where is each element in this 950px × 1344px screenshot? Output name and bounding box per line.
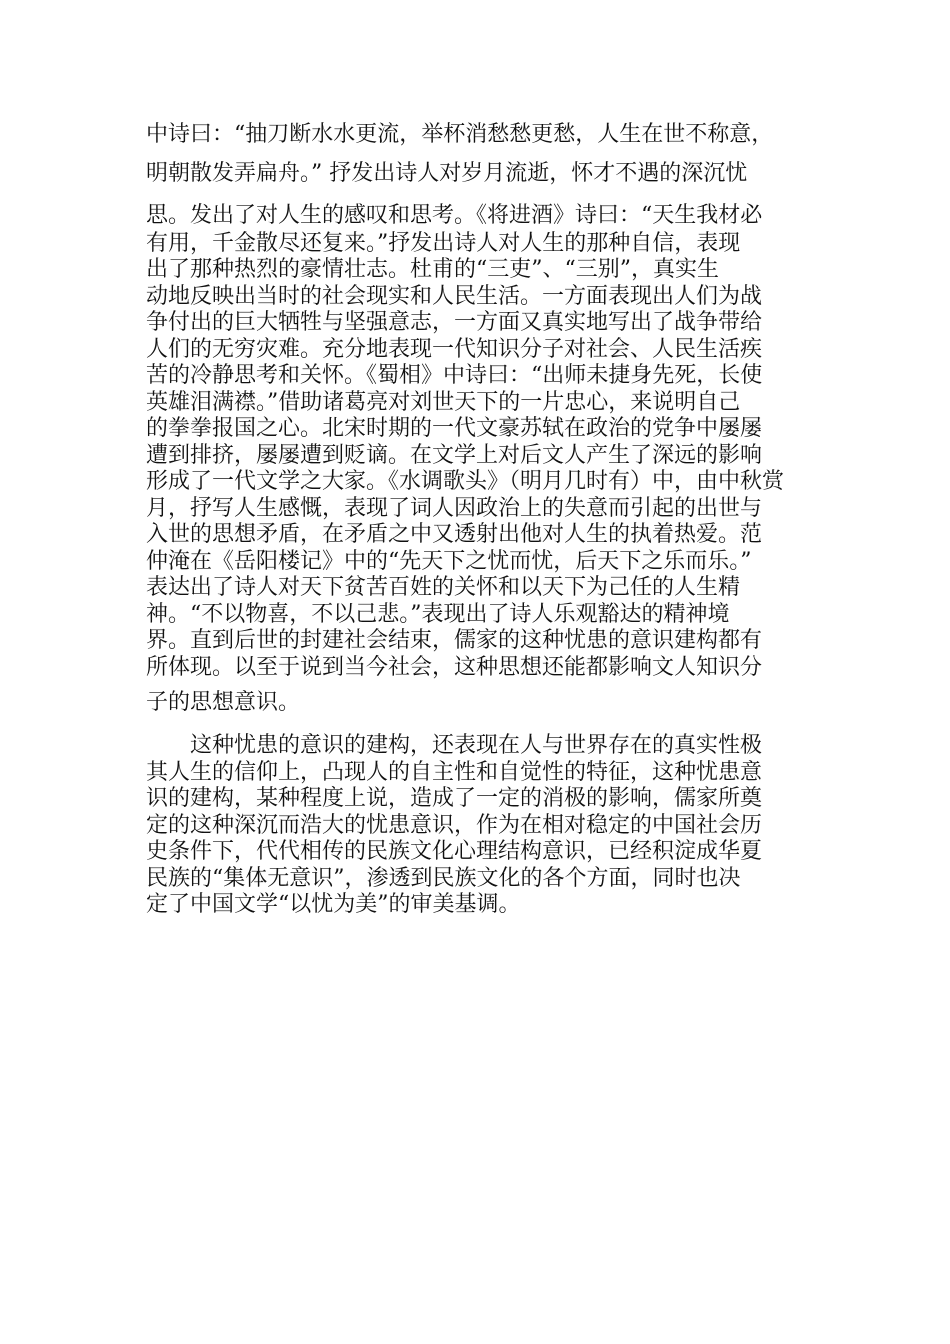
text-line: 英雄泪满襟。”借助诸葛亮对刘世天下的一片忠心，来说明自己 (146, 390, 741, 415)
text-line: 的拳拳报国之心。北宋时期的一代文豪苏轼在政治的党争中屡屡 (146, 416, 763, 441)
text-line: 入世的思想矛盾，在矛盾之中又透射出他对人生的执着热爱。范 (146, 522, 763, 547)
text-line: 民族的“集体无意识”，渗透到民族文化的各个方面，同时也决 (146, 866, 741, 891)
text-line: 界。直到后世的封建社会结束，儒家的这种忧患的意识建构都有 (146, 628, 763, 653)
text-line: 人们的无穷灾难。充分地表现一代知识分子对社会、人民生活疾 (146, 337, 763, 362)
text-line: 明朝散发弄扁舟。” 抒发出诗人对岁月流逝，怀才不遇的深沉忧 (146, 161, 748, 186)
text-line: 形成了一代文学之大家。《水调歌头》（明月几时有）中，由中秋赏 (146, 469, 785, 494)
text-line: 月，抒写人生感慨，表现了词人因政治上的失意而引起的出世与 (146, 496, 763, 521)
text-line: 这种忧患的意识的建构，还表现在人与世界存在的真实性极 (190, 733, 763, 758)
text-line: 定的这种深沉而浩大的忧患意识，作为在相对稳定的中国社会历 (146, 813, 763, 838)
text-line: 遭到排挤，屡屡遭到贬谪。在文学上对后文人产生了深远的影响 (146, 443, 763, 468)
text-line: 中诗曰：“抽刀断水水更流，举杯消愁愁更愁，人生在世不称意， (146, 122, 774, 147)
text-line: 其人生的信仰上，凸现人的自主性和自觉性的特征，这种忧患意 (146, 760, 763, 785)
text-line: 识的建构，某种程度上说，造成了一定的消极的影响，儒家所奠 (146, 786, 763, 811)
text-line: 思。发出了对人生的感叹和思考。《将进酒》诗曰：“天生我材必 (146, 203, 763, 228)
text-line: 子的思想意识。 (146, 690, 301, 715)
text-line: 出了那种热烈的豪情壮志。杜甫的“三吏”、“三别”，真实生 (146, 257, 719, 282)
text-line: 争付出的巨大牺牲与坚强意志，一方面又真实地写出了战争带给 (146, 310, 763, 335)
text-line: 神。“不以物喜，不以己悲。”表现出了诗人乐观豁达的精神境 (146, 602, 730, 627)
text-line: 仲淹在《岳阳楼记》中的“先天下之忧而忧，后天下之乐而乐。” (146, 549, 752, 574)
text-line: 史条件下，代代相传的民族文化心理结构意识，已经积淀成华夏 (146, 839, 763, 864)
text-line: 动地反映出当时的社会现实和人民生活。一方面表现出人们为战 (146, 284, 763, 309)
text-line: 有用，千金散尽还复来。”抒发出诗人对人生的那种自信，表现 (146, 231, 741, 256)
text-line: 所体现。以至于说到当今社会，这种思想还能都影响文人知识分 (146, 655, 763, 680)
text-line: 表达出了诗人对天下贫苦百姓的关怀和以天下为己任的人生精 (146, 575, 741, 600)
text-line: 苦的冷静思考和关怀。《蜀相》中诗曰：“出师未捷身先死，长使 (146, 363, 763, 388)
text-line: 定了中国文学“以忧为美”的审美基调。 (146, 892, 521, 917)
